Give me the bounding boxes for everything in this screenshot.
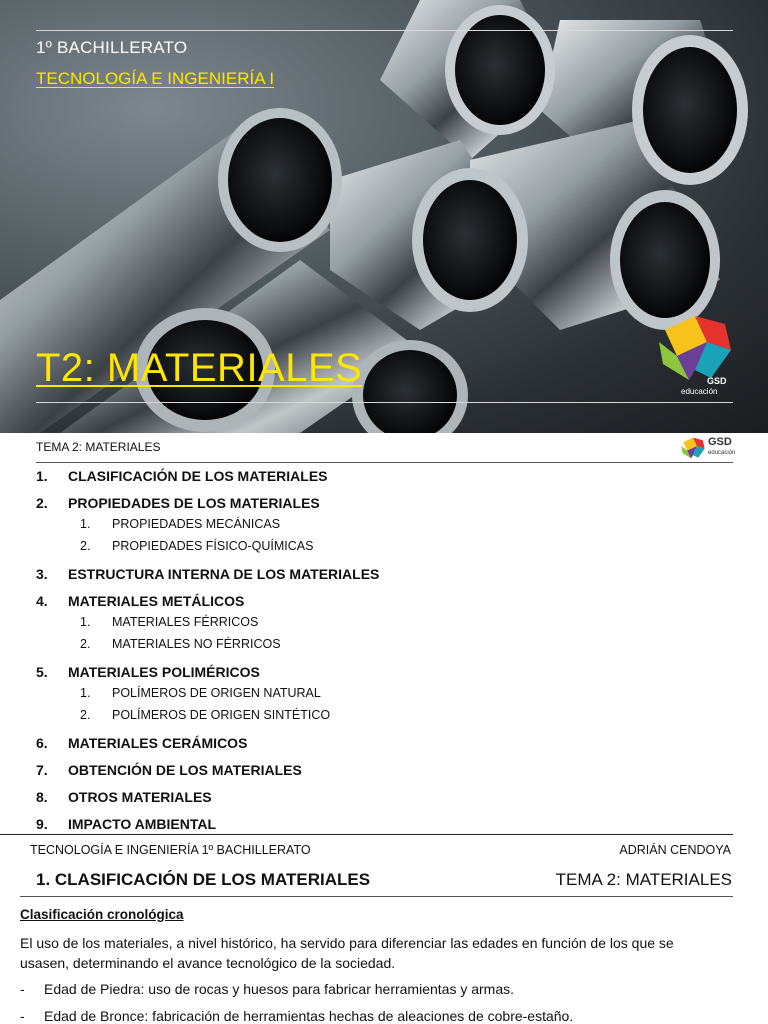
toc-rule — [36, 462, 733, 463]
toc-item-label: PROPIEDADES DE LOS MATERIALES — [68, 495, 320, 511]
bullet-text: Edad de Bronce: fabricación de herramientas hechas de aleaciones de cobre-estaño. — [44, 1008, 574, 1024]
gsd-logo-small-icon — [680, 435, 706, 461]
toc-item-label: IMPACTO AMBIENTAL — [68, 816, 217, 832]
toc-item-label: OBTENCIÓN DE LOS MATERIALES — [68, 762, 302, 778]
toc-item-number: 3. — [36, 566, 48, 582]
page-header-left: TECNOLOGÍA E INGENIERÍA 1º BACHILLERATO — [30, 843, 311, 857]
toc-item-label: MATERIALES CERÁMICOS — [68, 735, 248, 751]
toc-item-number: 2. — [36, 495, 48, 511]
toc-subitem-label: MATERIALES FÉRRICOS — [112, 615, 259, 629]
toc-item-label: ESTRUCTURA INTERNA DE LOS MATERIALES — [68, 566, 380, 582]
toc-subitem-label: PROPIEDADES MECÁNICAS — [112, 517, 281, 531]
cover-bottom-rule — [36, 402, 733, 403]
toc-subitem-number: 1. — [80, 517, 91, 531]
toc-subitem-label: MATERIALES NO FÉRRICOS — [112, 637, 281, 651]
toc-item-label: MATERIALES POLIMÉRICOS — [68, 664, 260, 680]
logo-small-subtext: educación — [708, 450, 736, 456]
toc-item-number: 1. — [36, 468, 48, 484]
toc-item-number: 8. — [36, 789, 48, 805]
toc-item-number: 5. — [36, 664, 48, 680]
gsd-logo — [655, 312, 735, 402]
toc-subitem-number: 2. — [80, 708, 91, 722]
toc-subitem-label: POLÍMEROS DE ORIGEN NATURAL — [112, 686, 321, 700]
toc-subitem-number: 1. — [80, 615, 91, 629]
subject-label: TECNOLOGÍA E INGENIERÍA I — [36, 69, 275, 88]
cover-top-rule — [36, 30, 733, 31]
toc-item-label: OTROS MATERIALES — [68, 789, 212, 805]
bullet-dash: - — [20, 1008, 25, 1024]
toc-item-label: MATERIALES METÁLICOS — [68, 593, 245, 609]
logo-text: GSD — [707, 376, 727, 386]
toc-item-number: 7. — [36, 762, 48, 778]
subheading: Clasificación cronológica — [20, 907, 184, 922]
toc-header: TEMA 2: MATERIALES — [36, 440, 161, 454]
toc-item-number: 4. — [36, 593, 48, 609]
toc-subitem-label: PROPIEDADES FÍSICO-QUÍMICAS — [112, 539, 314, 553]
bullet-dash: - — [20, 981, 25, 997]
cover-title: T2: MATERIALES — [36, 346, 363, 390]
body-paragraph: El uso de los materiales, a nivel histórico, ha servido para diferenciar las edades en función de los que se usasen, determinando el avance tecnológico de la sociedad. — [20, 935, 674, 971]
gsd-logo-small — [680, 435, 736, 461]
course-label: 1º BACHILLERATO — [36, 38, 188, 57]
page-divider — [0, 834, 733, 835]
cover-page — [0, 0, 768, 433]
bullet-text: Edad de Piedra: uso de rocas y huesos para fabricar herramientas y armas. — [44, 981, 515, 997]
toc-subitem-number: 1. — [80, 686, 91, 700]
section-rule — [20, 896, 733, 897]
page-header-author: ADRIÁN CENDOYA — [619, 843, 731, 857]
gsd-logo-icon — [655, 312, 735, 384]
toc-subitem-number: 2. — [80, 539, 91, 553]
logo-subtext: educación — [681, 387, 718, 396]
toc-subitem-number: 2. — [80, 637, 91, 651]
toc-item-number: 6. — [36, 735, 48, 751]
section-title: 1. CLASIFICACIÓN DE LOS MATERIALES — [36, 870, 371, 889]
logo-small-text: GSD — [708, 436, 732, 448]
toc-subitem-label: POLÍMEROS DE ORIGEN SINTÉTICO — [112, 708, 331, 722]
section-theme: TEMA 2: MATERIALES — [555, 870, 732, 889]
toc-item-label: CLASIFICACIÓN DE LOS MATERIALES — [68, 468, 328, 484]
toc-item-number: 9. — [36, 816, 48, 832]
